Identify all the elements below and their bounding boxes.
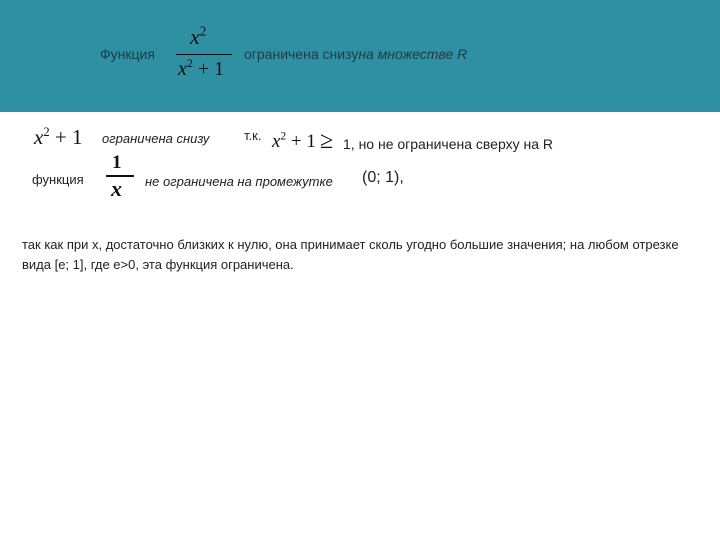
line2-text: не ограничена на промежутке — [145, 174, 333, 189]
line2-label: функция — [32, 172, 84, 187]
header-frac-bar — [176, 54, 232, 55]
header-frac-denominator: $x^2 + 1$ — [178, 56, 225, 80]
header-frac-numerator: $x^2$ — [190, 23, 207, 49]
line2-frac-numerator: 1 — [112, 152, 122, 173]
ge-symbol: ≥ — [320, 128, 334, 154]
header-lead: Функция — [100, 46, 155, 62]
header-fraction — [172, 24, 238, 84]
line2-interval: (0; 1), — [362, 169, 404, 186]
explanation-paragraph: так как при x, достаточно близких к нулю, она принимает сколь угодно большие значения; на любом отрезке вида [e; 1], где e>0, эта функция ограничена. — [22, 237, 679, 272]
line2-fraction — [104, 152, 136, 201]
line1-expression2: $x^2 + 1$ — [272, 130, 316, 152]
line1-bounded-text: ограничена снизу — [102, 131, 210, 146]
header-tail: ограничена снизуна множестве R — [244, 46, 468, 62]
line1-since: т.к. — [244, 128, 262, 143]
line2-frac-denominator: x — [111, 176, 122, 201]
line1-expression: $x^2 + 1$ — [34, 124, 83, 149]
line1-result: 1, но не ограничена сверху на R — [343, 136, 553, 152]
